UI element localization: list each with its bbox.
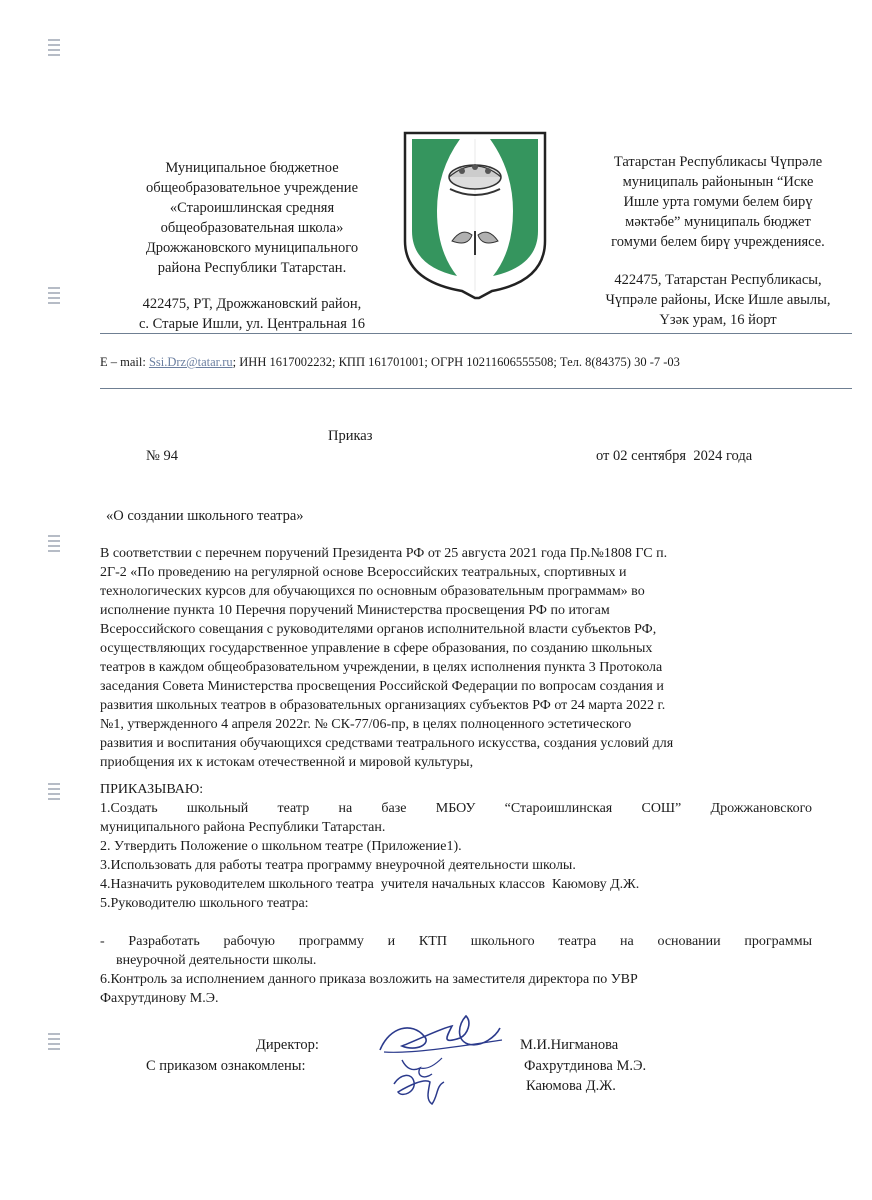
address-line: Үзәк урам, 16 йорт <box>659 312 777 328</box>
binder-mark <box>48 532 60 555</box>
preamble-line: №1, утвержденного 4 апреля 2022г. № СК-77/06-пр, в целях полноценного эстетического <box>100 717 632 732</box>
address-line: 422475, Татарстан Республикасы, <box>614 272 822 288</box>
order-item-3: 3.Использовать для работы театра программу внеурочной деятельности школы. <box>100 858 576 873</box>
org-line: района Республики Татарстан. <box>157 260 347 276</box>
header-divider-bottom <box>100 388 852 389</box>
acquainted-name: Фахрутдинова М.Э. <box>524 1058 647 1074</box>
order-subject: «О создании школьного театра» <box>106 508 304 524</box>
acquainted-name: Каюмова Д.Ж. <box>526 1078 616 1094</box>
header-divider-top <box>100 333 852 334</box>
order-number: № 94 <box>146 448 178 464</box>
address-line: Чүпрәле районы, Иске Ишле авылы, <box>605 292 831 308</box>
director-label: Директор: <box>256 1037 319 1053</box>
acquainted-label: С приказом ознакомлены: <box>146 1058 306 1074</box>
order-item-1: 1.Создать школьный театр на базе МБОУ “Староишлинская СОШ” Дрожжановского <box>100 801 812 816</box>
binder-mark <box>48 284 60 307</box>
org-line: Татарстан Республикасы Чүпрәле <box>613 154 823 170</box>
preamble-line: приобщения их к истокам отечественной и мировой культуры, <box>100 755 474 770</box>
preamble-line: заседания Совета Министерства просвещения Российской Федерации по вопросам создания и <box>100 679 664 694</box>
order-preamble <box>100 544 820 772</box>
org-line: мәктәбе” муниципаль бюджет <box>625 214 811 230</box>
header-right-address <box>572 270 864 330</box>
preamble-line: театров в каждом общеобразовательном учреждении, в целях исполнения пункта 3 Протокола <box>100 660 663 675</box>
order-subitem: - Разработать рабочую программу и КТП школьного театра на основании программы <box>100 934 812 949</box>
org-line: муниципаль районынын “Иске <box>622 174 814 190</box>
order-item-2: 2. Утвердить Положение о школьном театре (Приложение1). <box>100 839 462 854</box>
email-label: E – mail: <box>100 355 149 369</box>
registry-numbers: ; ИНН 1617002232; КПП 161701001; ОГРН 10211606555508; Тел. 8(84375) 30 -7 -03 <box>232 355 680 369</box>
order-item-5: 5.Руководителю школьного театра: <box>100 896 309 911</box>
binder-mark <box>48 780 60 803</box>
order-subitem-cont: внеурочной деятельности школы. <box>116 953 317 968</box>
org-line: Ишле урта гомуми белем бирү <box>623 194 813 210</box>
header-left-org <box>96 158 408 278</box>
org-line: Муниципальное бюджетное <box>165 160 339 176</box>
header-right-org <box>572 152 864 252</box>
preamble-line: 2Г-2 «По проведению на регулярной основе Всероссийских театральных, спортивных и <box>100 565 627 580</box>
preamble-line: осуществляющих государственное управление в сфере образования, по созданию школьных <box>100 641 653 656</box>
binder-mark <box>48 1030 60 1053</box>
order-item-6-cont: Фахрутдинову М.Э. <box>100 991 219 1006</box>
director-name: М.И.Нигманова <box>520 1037 619 1053</box>
municipal-emblem <box>402 131 548 301</box>
org-line: общеобразовательное учреждение <box>145 180 359 196</box>
preamble-line: технологических курсов для обучающихся по основным образовательным программам» во <box>100 584 645 599</box>
preamble-line: Всероссийского совещания с руководителями органов исполнительной власти субъектов РФ, <box>100 622 657 637</box>
order-date: от 02 сентября 2024 года <box>596 448 753 464</box>
address-line: с. Старые Ишли, ул. Центральная 16 <box>139 316 365 332</box>
order-item-1-cont: муниципального района Республики Татарстан. <box>100 820 386 835</box>
binder-mark <box>48 36 60 59</box>
email-link[interactable]: Ssi.Drz@tatar.ru <box>148 355 233 369</box>
address-line: 422475, РТ, Дрожжановский район, <box>142 296 362 312</box>
handwritten-signatures <box>372 1008 508 1108</box>
org-line: Дрожжановского муниципального <box>145 240 359 256</box>
org-line: «Староишлинская средняя <box>169 200 335 216</box>
preamble-line: развития школьных театров в образовательных организациях субъектов РФ от 24 марта 2022 г. <box>100 698 666 713</box>
org-line: общеобразовательная школа» <box>160 220 344 236</box>
order-item-4: 4.Назначить руководителем школьного театра учителя начальных классов Каюмову Д.Ж. <box>100 877 640 892</box>
header-left-address <box>96 294 408 334</box>
decree-word: ПРИКАЗЫВАЮ: <box>100 782 204 797</box>
org-line: гомуми белем бирү учреждениясе. <box>611 234 825 250</box>
order-items <box>100 780 812 1008</box>
order-item-6: 6.Контроль за исполнением данного приказа возложить на заместителя директора по УВР <box>100 972 638 987</box>
preamble-line: исполнение пункта 10 Перечня поручений Министерства просвещения РФ по итогам <box>100 603 610 618</box>
preamble-line: В соответствии с перечнем поручений Президента РФ от 25 августа 2021 года Пр.№1808 ГС п. <box>100 546 668 561</box>
contacts-line <box>100 355 852 370</box>
spacer <box>100 913 812 932</box>
preamble-line: развития и воспитания обучающихся средствами театрального искусства, создания условий для <box>100 736 674 751</box>
order-title: Приказ <box>328 428 373 444</box>
